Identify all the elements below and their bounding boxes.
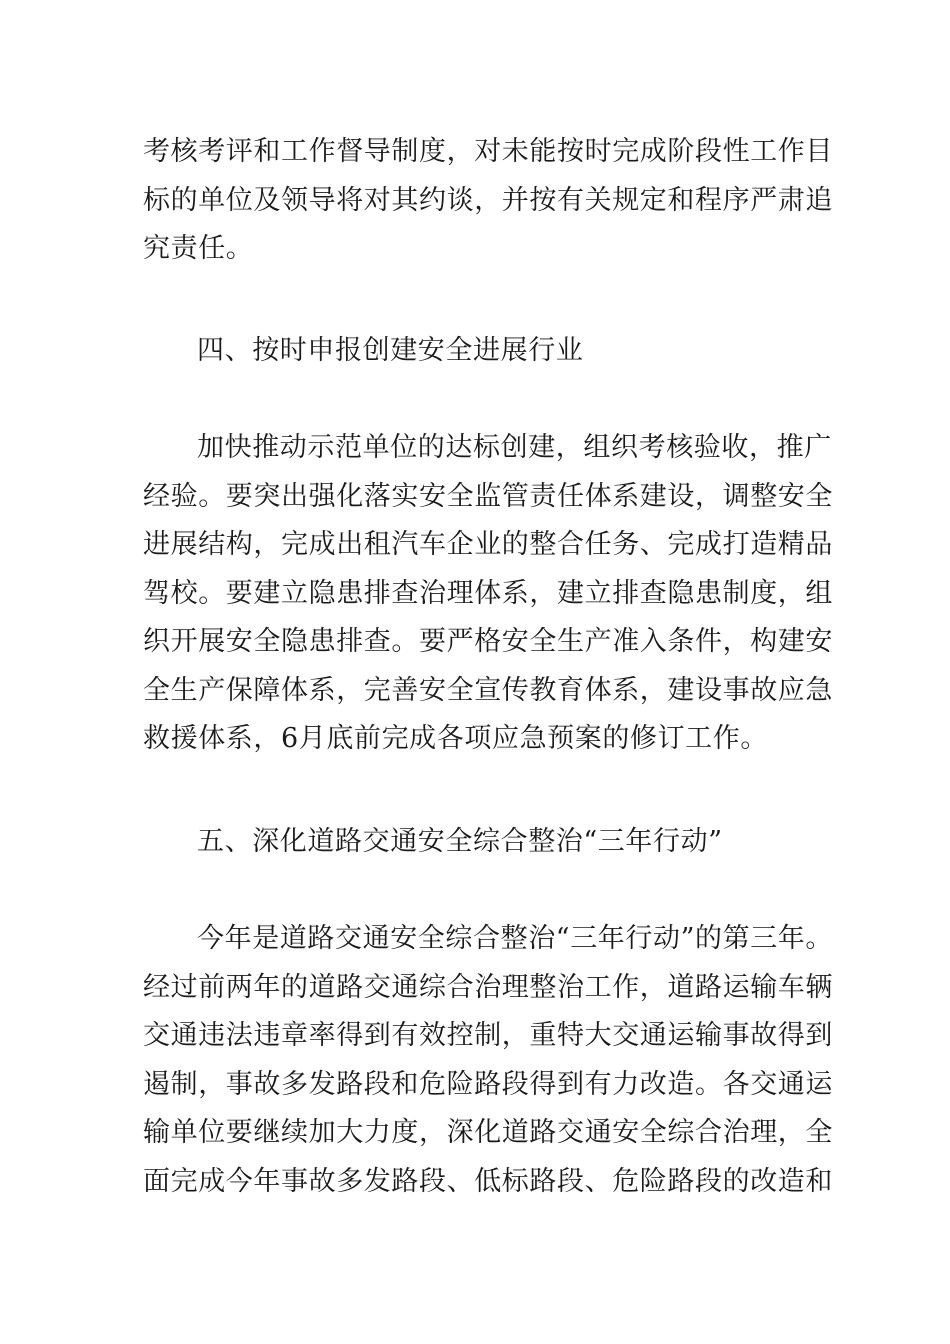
section-heading-4	[143, 327, 813, 376]
text-line: 面完成今年事故多发路段、低标路段、危险路段的改造和	[143, 1165, 833, 1197]
text-line: 全生产保障体系，完善安全宣传教育体系，建设事故应急	[143, 674, 833, 706]
text-line: 今年是道路交通安全综合整治“三年行动”的第三年。	[197, 923, 834, 954]
paragraph-continuation	[143, 128, 833, 274]
heading-text: 五、深化道路交通安全综合整治“三年行动”	[197, 826, 723, 857]
paragraph-section-4	[143, 424, 833, 764]
text-line: 救援体系，6月底前完成各项应急预案的修订工作。	[143, 723, 768, 754]
paragraph-section-5	[143, 915, 834, 1206]
heading-text: 四、按时申报创建安全进展行业	[197, 335, 584, 366]
text-line: 加快推动示范单位的达标创建，组织考核验收，推广	[197, 432, 832, 463]
text-line: 输单位要继续加大力度，深化道路交通安全综合治理，全	[143, 1117, 833, 1148]
text-line: 驾校。要建立隐患排查治理体系，建立排查隐患制度，组	[143, 577, 833, 609]
text-line: 标的单位及领导将对其约谈，并按有关规定和程序严肃追	[143, 184, 833, 216]
text-line: 进展结构，完成出租汽车企业的整合任务、完成打造精品	[143, 529, 833, 560]
section-heading-5	[143, 818, 813, 867]
text-line: 经过前两年的道路交通综合治理整治工作，道路运输车辆	[143, 971, 833, 1003]
text-line: 究责任。	[143, 233, 254, 264]
text-line: 织开展安全隐患排查。要严格安全生产准入条件，构建安	[143, 626, 833, 657]
text-line: 遏制，事故多发路段和危险路段得到有力改造。各交通运	[143, 1068, 833, 1100]
text-line: 经验。要突出强化落实安全监管责任体系建设，调整安全	[143, 480, 833, 512]
text-line: 交通违法违章率得到有效控制，重特大交通运输事故得到	[143, 1020, 833, 1051]
text-line: 考核考评和工作督导制度，对未能按时完成阶段性工作目	[143, 136, 833, 167]
